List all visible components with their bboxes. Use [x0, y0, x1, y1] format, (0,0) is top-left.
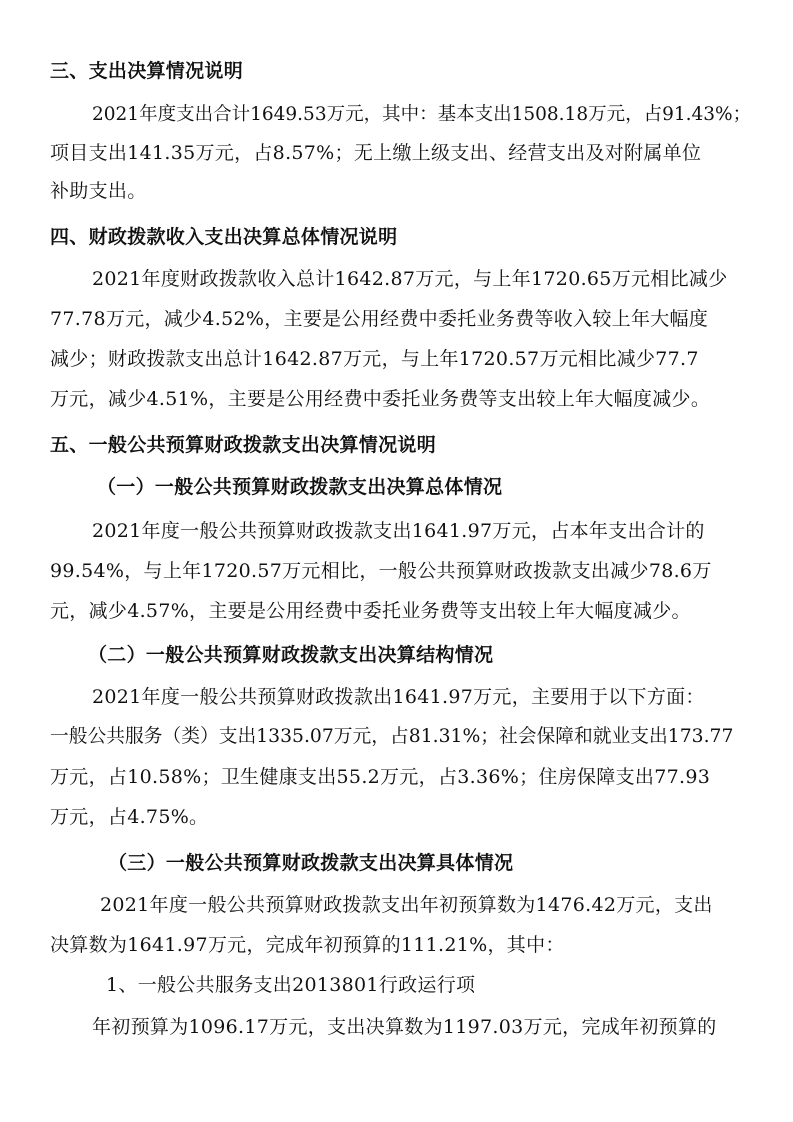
- subsection-3-line-1: 2021年度一般公共预算财政拨款支出年初预算数为1476.42万元，支出: [100, 894, 713, 916]
- subsection-2-line-4: 万元，占4.75%。: [50, 806, 209, 828]
- section-3-line-1: 2021年度支出合计1649.53万元，其中：基本支出1508.18万元，占91.43%；: [92, 104, 752, 125]
- subsection-3-line-2: 决算数为1641.97万元，完成年初预算的111.21%，其中：: [50, 934, 565, 956]
- section-4-heading: 四、财政拨款收入支出决算总体情况说明: [50, 226, 398, 248]
- subsection-2-line-2: 一般公共服务（类）支出1335.07万元，占81.31%；社会保障和就业支出173.77: [50, 726, 734, 747]
- subsection-2-line-3: 万元，占10.58%；卫生健康支出55.2万元，占3.36%；住房保障支出77.93: [50, 766, 711, 788]
- subsection-3-line-3: 1、一般公共服务支出2013801行政运行项: [106, 974, 476, 996]
- section-4-line-1: 2021年度财政拨款收入总计1642.87万元，与上年1720.65万元相比减少: [92, 268, 728, 290]
- subsection-1-line-3: 元，减少4.57%，主要是公用经费中委托业务费等支出较上年大幅度减少。: [50, 600, 691, 622]
- section-4-line-3: 减少；财政拨款支出总计1642.87万元，与上年1720.57万元相比减少77.7: [50, 348, 699, 370]
- section-5-heading: 五、一般公共预算财政拨款支出决算情况说明: [50, 434, 437, 456]
- section-3-line-3: 补助支出。: [50, 180, 147, 202]
- subsection-2-heading: （二）一般公共预算财政拨款支出决算结构情况: [88, 644, 494, 666]
- section-3-heading: 三、支出决算情况说明: [50, 60, 244, 82]
- subsection-1-line-2: 99.54%，与上年1720.57万元相比，一般公共预算财政拨款支出减少78.6万: [50, 560, 712, 582]
- section-4-line-2: 77.78万元，减少4.52%，主要是公用经费中委托业务费等收入较上年大幅度: [50, 308, 709, 330]
- subsection-3-heading: （三）一般公共预算财政拨款支出决算具体情况: [108, 852, 514, 874]
- subsection-1-line-1: 2021年度一般公共预算财政拨款支出1641.97万元，占本年支出合计的: [92, 520, 705, 542]
- subsection-1-heading: （一）一般公共预算财政拨款支出决算总体情况: [97, 476, 503, 498]
- section-3-line-2: 项目支出141.35万元，占8.57%；无上缴上级支出、经营支出及对附属单位: [50, 142, 702, 164]
- section-4-line-4: 万元，减少4.51%，主要是公用经费中委托业务费等支出较上年大幅度减少。: [50, 388, 711, 410]
- subsection-3-line-4: 年初预算为1096.17万元，支出决算数为1197.03万元，完成年初预算的: [92, 1016, 717, 1038]
- subsection-2-line-1: 2021年度一般公共预算财政拨款出1641.97万元，主要用于以下方面：: [92, 686, 705, 708]
